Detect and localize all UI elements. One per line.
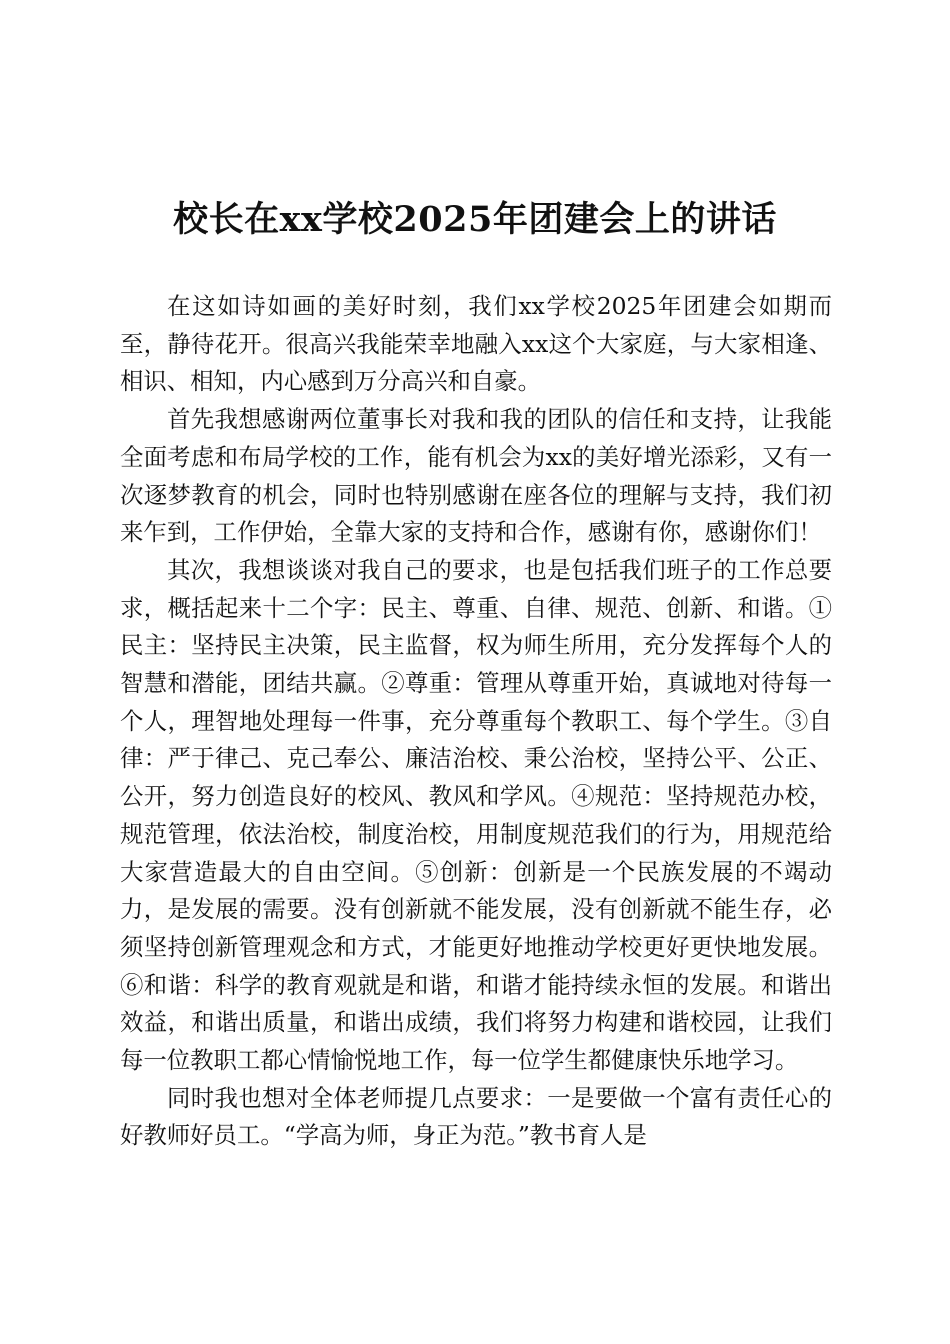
paragraph-2: 首先我想感谢两位董事长对我和我的团队的信任和支持，让我能全面考虑和布局学校的工作，能有机会为xx的美好增光添彩，又有一次逐梦教育的机会，同时也特别感谢在座各位的理解与支持，我们初来乍到，工作伊始，全靠大家的支持和合作，感谢有你，感谢你们！ <box>120 405 832 547</box>
paragraph-3: 其次，我想谈谈对我自己的要求，也是包括我们班子的工作总要求，概括起来十二个字：民主、尊重、自律、规范、创新、和谐。①民主：坚持民主决策，民主监督，权为师生所用，充分发挥每个人的智慧和潜能，团结共赢。②尊重：管理从尊重开始，真诚地对待每一个人，理智地处理每一件事，充分尊重每个教职工、每个学生。③自律：严于律己、克己奉公、廉洁治校、秉公治校，坚持公平、公正、公开，努力创造良好的校风、教风和学风。④规范：坚持规范办校，规范管理，依法治校，制度治校，用制度规范我们的行为，用规范给大家营造最大的自由空间。⑤创新：创新是一个民族发展的不竭动力，是发展的需要。没有创新就不能发展，没有创新就不能生存，必须坚持创新管理观念和方式，才能更好地推动学校更好更快地发展。⑥和谐：科学的教育观就是和谐，和谐才能持续永恒的发展。和谐出效益，和谐出质量，和谐出成绩，我们将努力构建和谐校园，让我们每一位教职工都心情愉悦地工作，每一位学生都健康快乐地学习。 <box>120 555 832 1075</box>
paragraph-1: 在这如诗如画的美好时刻，我们xx学校2025年团建会如期而至，静待花开。很高兴我能荣幸地融入xx这个大家庭，与大家相逢、相识、相知，内心感到万分高兴和自豪。 <box>120 292 832 396</box>
document-body <box>120 288 832 1155</box>
paragraph-4: 同时我也想对全体老师提几点要求：一是要做一个富有责任心的好教师好员工。“学高为师，身正为范。”教书育人是 <box>120 1083 832 1150</box>
document-title: 校长在xx学校2025年团建会上的讲话 <box>173 199 777 240</box>
